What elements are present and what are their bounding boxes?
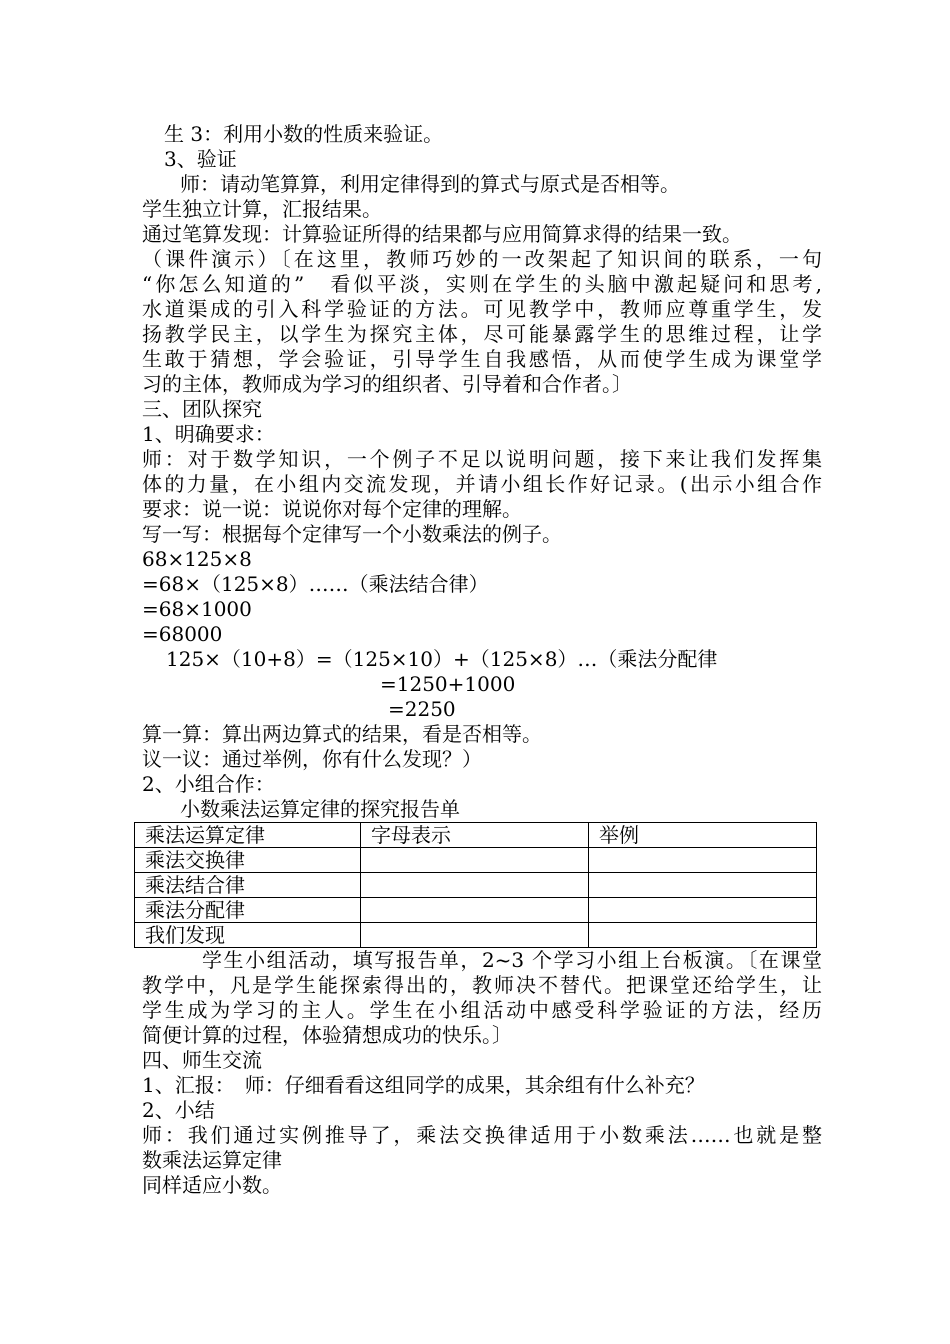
- subsection-heading: 1、明确要求：: [142, 422, 275, 446]
- paragraph: 学生独立计算，汇报结果。: [142, 197, 382, 221]
- subsection-heading: 2、小组合作：: [142, 772, 275, 796]
- paragraph: 算一算：算出两边算式的结果，看是否相等。: [142, 722, 542, 746]
- table-row: [135, 898, 817, 923]
- paragraph: 学生小组活动，填写报告单，2~3 个学习小组上台板演。〔在课堂: [202, 948, 822, 972]
- math-line: 125×（10+8）=（125×10）+（125×8）…（乘法分配律: [166, 647, 718, 671]
- math-line: =68×（125×8）……（乘法结合律）: [142, 572, 489, 596]
- table-row: [135, 848, 817, 873]
- paragraph: 教学中，凡是学生能探索得出的，教师决不替代。把课堂还给学生，让: [142, 973, 822, 997]
- table-header-cell: 举例: [589, 823, 817, 848]
- math-line: =68×1000: [142, 597, 252, 621]
- paragraph: 生敢于猜想，学会验证，引导学生自我感悟，从而使学生成为课堂学: [142, 347, 822, 371]
- paragraph: 1、汇报： 师：仔细看看这组同学的成果，其余组有什么补充？: [142, 1073, 705, 1097]
- section-heading: 三、团队探究: [142, 397, 262, 421]
- table-title: 小数乘法运算定律的探究报告单: [180, 797, 460, 821]
- paragraph: 数乘法运算定律: [142, 1148, 282, 1172]
- paragraph: 写一写：根据每个定律写一个小数乘法的例子。: [142, 522, 562, 546]
- paragraph: 学生成为学习的主人。学生在小组活动中感受科学验证的方法，经历: [142, 998, 822, 1022]
- math-line: =1250+1000: [380, 672, 516, 696]
- paragraph: 简便计算的过程，体验猜想成功的快乐。〕: [142, 1023, 512, 1047]
- section-heading: 四、师生交流: [142, 1048, 262, 1072]
- paragraph: “你怎么知道的” 看似平淡，实则在学生的头脑中激起疑问和思考,: [142, 272, 822, 296]
- paragraph: 通过笔算发现：计算验证所得的结果都与应用简算求得的结果一致。: [142, 222, 742, 246]
- section-heading: 3、验证: [164, 147, 237, 171]
- math-line: =68000: [142, 622, 223, 646]
- paragraph: 体的力量，在小组内交流发现，并请小组长作好记录。(出示小组合作: [142, 472, 822, 496]
- paragraph: 要求：说一说：说说你对每个定律的理解。: [142, 497, 522, 521]
- report-table: [134, 822, 817, 948]
- table-cell: 乘法交换律: [135, 848, 361, 873]
- paragraph: （课件演示）〔在这里，教师巧妙的一改架起了知识间的联系，一句: [142, 247, 822, 271]
- table-header-cell: 乘法运算定律: [135, 823, 361, 848]
- table-header-row: [135, 823, 817, 848]
- paragraph: 扬教学民主，以学生为探究主体，尽可能暴露学生的思维过程，让学: [142, 322, 822, 346]
- table-row: [135, 873, 817, 898]
- paragraph: 生 3：利用小数的性质来验证。: [164, 122, 444, 146]
- table-cell: [589, 923, 817, 948]
- table-cell: 乘法分配律: [135, 898, 361, 923]
- paragraph: 同样适应小数。: [142, 1173, 282, 1197]
- subsection-heading: 2、小结: [142, 1098, 215, 1122]
- paragraph: 师：我们通过实例推导了，乘法交换律适用于小数乘法……也就是整: [142, 1123, 822, 1147]
- math-line: =2250: [388, 697, 456, 721]
- table-header-cell: 字母表示: [361, 823, 589, 848]
- paragraph: 水道渠成的引入科学验证的方法。可见教学中，教师应尊重学生，发: [142, 297, 822, 321]
- table-cell: [589, 873, 817, 898]
- table-cell: [361, 923, 589, 948]
- paragraph: 师：对于数学知识，一个例子不足以说明问题，接下来让我们发挥集: [142, 447, 822, 471]
- table-cell: [361, 873, 589, 898]
- table-cell: 我们发现: [135, 923, 361, 948]
- paragraph: 师：请动笔算算，利用定律得到的算式与原式是否相等。: [180, 172, 680, 196]
- table-cell: [361, 848, 589, 873]
- math-line: 68×125×8: [142, 547, 252, 571]
- paragraph: 习的主体，教师成为学习的组织者、引导着和合作者。〕: [142, 372, 632, 396]
- table-cell: [589, 848, 817, 873]
- table-cell: [361, 898, 589, 923]
- table-cell: 乘法结合律: [135, 873, 361, 898]
- table-row: [135, 923, 817, 948]
- paragraph: 议一议：通过举例，你有什么发现？）: [142, 747, 482, 771]
- table-cell: [589, 898, 817, 923]
